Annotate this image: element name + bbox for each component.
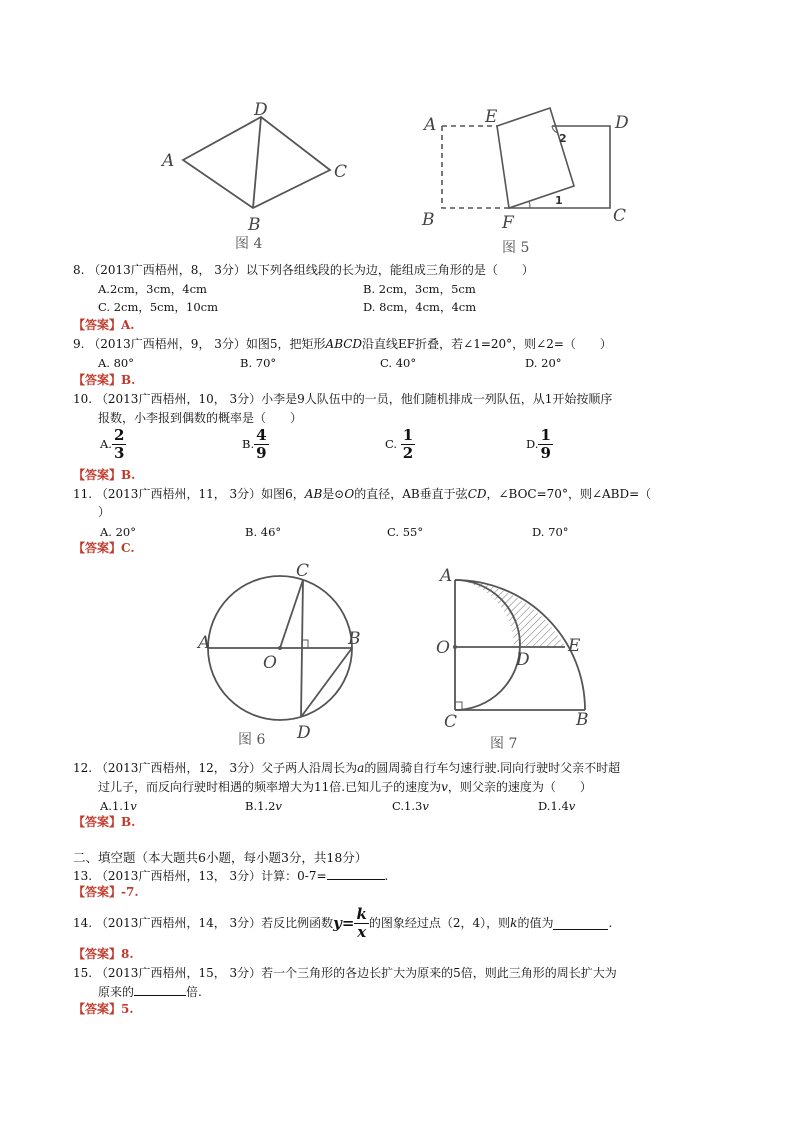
q9-answer: 【答案】B. (73, 373, 136, 387)
folded-quad (497, 108, 574, 208)
q10-stem-line1: 10. （2013广西梧州，10， 3分）小李是9人队伍中的一员，他们随机排成一列队伍，从1开始按顺序 (73, 392, 613, 406)
label-a: A (198, 633, 211, 653)
q10-c-fraction (401, 427, 415, 462)
q9-option-a: A. 80° (98, 356, 134, 370)
q12-stem2-post: ，则父亲的速度为（ ） (447, 780, 592, 794)
q9-stem (73, 335, 612, 353)
label-b: B (422, 210, 435, 230)
q10-d-label: D. (526, 437, 539, 451)
label-c: C (334, 162, 348, 182)
q9-stem-var: ABCD (325, 337, 363, 351)
q14-blank (553, 917, 608, 930)
angle-1-label: 1 (555, 194, 563, 207)
q10-option-b (242, 427, 269, 462)
figure-6 (190, 560, 380, 755)
center-dot (278, 646, 282, 650)
q10-option-a (100, 427, 126, 462)
label-d: D (516, 650, 530, 670)
q9-option-b: B. 70° (240, 356, 277, 370)
q10-c-den: 2 (402, 444, 414, 462)
q10-stem-line2: 报数，小李报到偶数的概率是（ ） (98, 411, 303, 425)
figure-7-caption: 图 7 (490, 736, 518, 752)
chord-cd (301, 580, 303, 717)
label-c: C (296, 561, 310, 581)
segment-bd (301, 648, 352, 717)
q14-y: y (333, 914, 342, 932)
label-e: E (485, 107, 498, 127)
q12-c-text: C.1.3 (392, 799, 423, 813)
q14-fraction (354, 906, 368, 941)
q10-c-label: C. (385, 437, 398, 451)
q10-d-num: 1 (540, 426, 551, 444)
q12-stem-line2 (98, 778, 592, 796)
q14-x: x (357, 922, 367, 941)
q12-stem2-pre: 过儿子，而反向行驶时相遇的频率增大为11倍.已知儿子的速度为 (98, 780, 442, 794)
q10-d-fraction (538, 427, 552, 462)
q10-b-den: 9 (256, 444, 267, 462)
q8-stem: 8. （2013广西梧州，8， 3分）以下列各组线段的长为边，能组成三角形的是（ ） (73, 263, 534, 277)
q11-stem (73, 485, 651, 503)
radius-oc (280, 580, 303, 648)
q12-stem-pre: 12. （2013广西梧州，12， 3分）父子两人沿周长为 (73, 761, 358, 775)
label-c: C (613, 206, 627, 226)
q10-b-num: 4 (256, 426, 267, 444)
q9-option-d: D. 20° (525, 356, 562, 370)
q8-option-d: D. 8cm，4cm，4cm (363, 300, 477, 314)
q13-stem (73, 867, 388, 885)
q12-d-v: v (568, 799, 576, 813)
q12-b-v: v (275, 799, 282, 813)
q13-end: . (384, 869, 389, 883)
figure-4-caption: 图 4 (235, 236, 263, 252)
q11-o: O (344, 487, 355, 501)
q14-stem (73, 905, 612, 941)
figure-5 (412, 100, 642, 260)
q10-option-c (385, 427, 415, 462)
q14-k: k (356, 904, 367, 923)
q14-answer: 【答案】8. (73, 947, 134, 961)
q12-c-v: v (422, 799, 429, 813)
q15-stem2-post: 倍. (186, 985, 202, 999)
q13-stem-text: 13. （2013广西梧州，13， 3分）计算：0-7= (73, 869, 327, 883)
q13-answer: 【答案】-7. (73, 885, 139, 899)
q11-mid: 是⊙ (322, 487, 345, 501)
q15-stem2-pre: 原来的 (98, 985, 135, 999)
q10-d-den: 9 (540, 444, 551, 462)
label-b: B (248, 215, 261, 235)
q11-stem-pre: 11. （2013广西梧州，11， 3分）如图6， (73, 487, 305, 501)
q11-option-d: D. 70° (532, 525, 569, 539)
q10-c-num: 1 (402, 426, 414, 444)
q12-d-text: D.1.4 (538, 799, 569, 813)
q11-option-c: C. 55° (387, 525, 424, 539)
center-dot (453, 645, 457, 649)
q8-option-c: C. 2cm，5cm，10cm (98, 300, 219, 314)
q10-a-den: 3 (113, 444, 125, 462)
q14-stem-pre: 14. （2013广西梧州，14， 3分）若反比例函数 (73, 916, 334, 930)
label-e: E (568, 636, 581, 656)
q8-option-b: B. 2cm，3cm，5cm (363, 282, 476, 296)
q12-option-d (538, 798, 575, 815)
q10-a-fraction (112, 427, 126, 462)
angle-1-arc (529, 201, 530, 208)
q14-eq: = (341, 914, 355, 932)
q11-answer: 【答案】C. (73, 541, 135, 555)
q15-stem-line1: 15. （2013广西梧州，15， 3分）若一个三角形的各边长扩大为原来的5倍，则此三角形的周长扩大为 (73, 966, 617, 980)
q14-k2: k (510, 916, 518, 930)
section-2-heading: 二、填空题（本大题共6小题，每小题3分，共18分） (73, 850, 368, 865)
label-d: D (615, 113, 629, 133)
q12-stem-post: 的圆周骑自行车匀速行驶.同向行驶时父亲不时超 (364, 761, 621, 775)
q9-stem-pre: 9. （2013广西梧州，9， 3分）如图5，把矩形 (73, 337, 326, 351)
q11-option-a: A. 20° (100, 525, 136, 539)
label-d: D (297, 723, 311, 743)
figure-7 (430, 565, 600, 755)
figure-6-caption: 图 6 (238, 732, 266, 748)
q10-a-num: 2 (113, 426, 125, 444)
q12-option-b (245, 798, 282, 815)
q10-answer: 【答案】B. (73, 468, 136, 482)
label-o: O (436, 638, 450, 658)
q11-stem-line2: ） (98, 505, 111, 519)
q14-stem-end: 的值为 (517, 916, 554, 930)
q15-answer: 【答案】5. (73, 1002, 134, 1016)
label-b: B (348, 629, 361, 649)
q15-stem-line2 (98, 983, 202, 1001)
label-a: A (162, 151, 175, 171)
q12-answer: 【答案】B. (73, 815, 136, 829)
label-a: A (424, 115, 437, 135)
angle-2-label: 2 (559, 132, 567, 145)
q11-post: ，∠BOC=70°，则∠ABD=（ (486, 487, 652, 501)
q11-mid2: 的直径，AB垂直于弦 (354, 487, 468, 501)
q10-b-fraction (254, 427, 268, 462)
q8-answer: 【答案】A. (73, 318, 135, 332)
q11-cd: CD (467, 487, 487, 501)
q9-option-c: C. 40° (380, 356, 417, 370)
label-c: C (444, 712, 458, 732)
q13-blank (327, 867, 385, 880)
figure-4 (150, 95, 370, 255)
q12-option-c (392, 798, 429, 815)
label-f: F (502, 213, 514, 233)
q12-a-var: a (357, 761, 365, 775)
q12-a-text: A.1.1 (100, 799, 131, 813)
q9-stem-post: 沿直线EF折叠，若∠1=20°，则∠2=（ ） (362, 337, 612, 351)
q10-a-label: A. (100, 437, 112, 451)
diagonal-bd (253, 117, 261, 208)
q12-stem-line1 (73, 759, 620, 777)
label-o: O (263, 653, 277, 673)
q10-option-d (526, 427, 553, 462)
q12-option-a (100, 798, 137, 815)
label-a: A (440, 566, 453, 586)
q14-stem-post: 的图象经过点（2，4），则 (368, 916, 511, 930)
right-angle-mark (455, 702, 462, 710)
figure-5-caption: 图 5 (502, 240, 530, 256)
label-d: D (254, 100, 268, 120)
q14-end: . (608, 916, 613, 930)
q15-blank (134, 983, 186, 996)
q12-b-text: B.1.2 (245, 799, 276, 813)
q11-option-b: B. 46° (245, 525, 282, 539)
q11-ab: AB (304, 487, 323, 501)
q10-b-label: B. (242, 437, 255, 451)
q8-option-a: A.2cm，3cm，4cm (98, 282, 207, 296)
label-b: B (576, 710, 589, 730)
q12-a-v: v (130, 799, 137, 813)
q12-v-var: v (441, 780, 448, 794)
shaded-region (455, 580, 565, 647)
